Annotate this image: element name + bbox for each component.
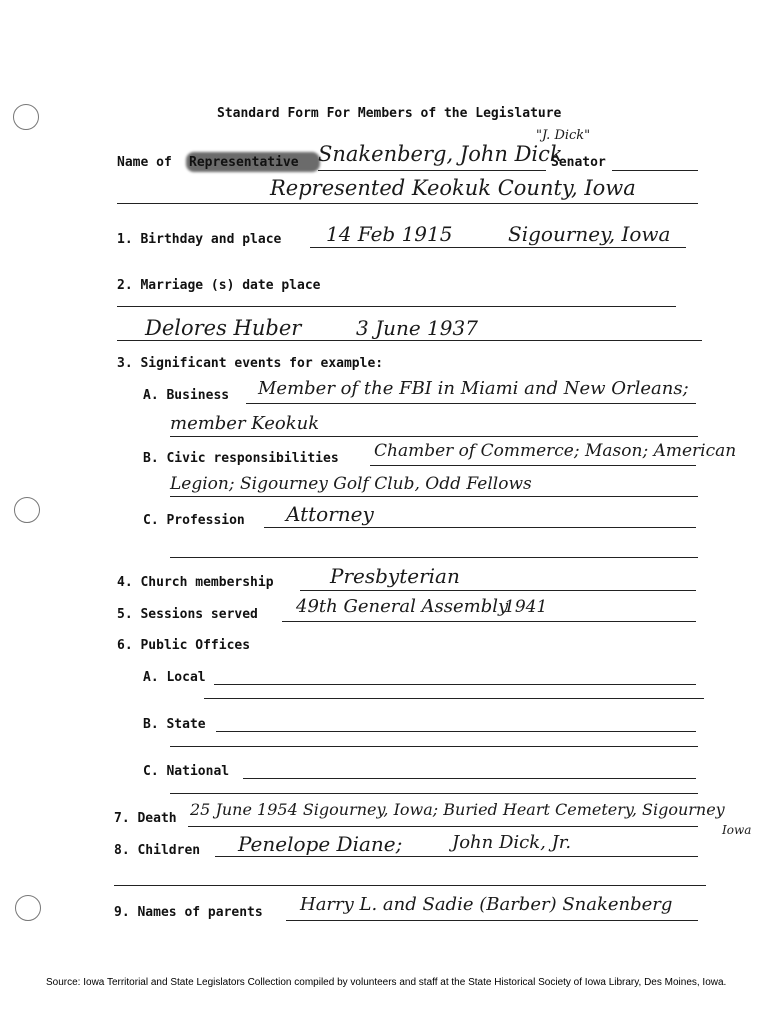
q8-value-1: Penelope Diane; <box>238 832 403 856</box>
q6b-label: B. State <box>143 717 206 732</box>
q7-value-extra: Iowa <box>722 823 752 837</box>
q5-line <box>282 621 696 622</box>
q3a-value-1: Member of the FBI in Miami and New Orleans; <box>258 378 689 399</box>
q9-label: 9. Names of parents <box>114 905 263 920</box>
q4-value: Presbyterian <box>330 564 460 588</box>
q2-line-1 <box>117 306 676 307</box>
q3b-label: B. Civic responsibilities <box>143 451 339 466</box>
name-label: Name of <box>117 155 172 170</box>
name-line <box>318 170 546 171</box>
q6b-line-1 <box>216 731 696 732</box>
q3b-line-1 <box>370 465 696 466</box>
q6a-line-1 <box>214 684 696 685</box>
q1-label: 1. Birthday and place <box>117 232 282 247</box>
q2-date: 3 June 1937 <box>356 316 478 340</box>
q5-label: 5. Sessions served <box>117 607 258 622</box>
q8-label: 8. Children <box>114 843 201 858</box>
q8-line <box>215 856 698 857</box>
represented-value: Represented Keokuk County, Iowa <box>270 176 636 200</box>
q6c-line-2 <box>170 793 698 794</box>
q7-line <box>188 826 698 827</box>
q8-value-2: John Dick, Jr. <box>452 832 572 853</box>
q9-value: Harry L. and Sadie (Barber) Snakenberg <box>300 894 673 915</box>
q6-label: 6. Public Offices <box>117 638 251 653</box>
q6a-line-2 <box>204 698 704 699</box>
q7-value: 25 June 1954 Sigourney, Iowa; Buried Heart Cemetery, Sigourney <box>190 800 725 819</box>
q3c-value: Attorney <box>286 502 374 526</box>
q3-label: 3. Significant events for example: <box>117 356 384 371</box>
q1-date: 14 Feb 1915 <box>326 222 453 246</box>
q6c-line-1 <box>243 778 696 779</box>
represented-line <box>117 203 698 204</box>
form-title: Standard Form For Members of the Legislature <box>217 106 562 121</box>
q4-line <box>300 590 696 591</box>
q3c-line-2 <box>170 557 698 558</box>
nickname-value: "J. Dick" <box>536 128 591 143</box>
q9-line <box>286 920 698 921</box>
q6b-line-2 <box>170 746 698 747</box>
q8-line-2 <box>114 885 706 886</box>
source-footer: Source: Iowa Territorial and State Legislators Collection compiled by volunteers and staff at the State Historical Society of Iowa Library, Des Moines, Iowa. <box>46 977 727 988</box>
q2-label: 2. Marriage (s) date place <box>117 278 321 293</box>
punch-hole-middle <box>14 497 40 523</box>
q3b-value-1: Chamber of Commerce; Mason; American <box>374 441 737 461</box>
q3a-line-1 <box>246 403 696 404</box>
representative-label: Representative <box>189 155 299 170</box>
q6a-label: A. Local <box>143 670 206 685</box>
q5-value-2: 1941 <box>504 597 548 617</box>
senator-line <box>612 170 698 171</box>
q5-value-1: 49th General Assembly <box>296 596 509 617</box>
q6c-label: C. National <box>143 764 230 779</box>
punch-hole-top <box>13 104 39 130</box>
q3b-value-2: Legion; Sigourney Golf Club, Odd Fellows <box>170 474 532 494</box>
q3a-value-2: member Keokuk <box>170 413 320 434</box>
q3c-label: C. Profession <box>143 513 245 528</box>
q4-label: 4. Church membership <box>117 575 274 590</box>
q3a-label: A. Business <box>143 388 230 403</box>
q1-line <box>310 247 686 248</box>
senator-label: Senator <box>551 155 606 170</box>
q7-label: 7. Death <box>114 811 177 826</box>
q2-spouse: Delores Huber <box>145 316 302 340</box>
q3c-line-1 <box>264 527 696 528</box>
punch-hole-bottom <box>15 895 41 921</box>
q3a-line-2 <box>170 436 698 437</box>
q1-place: Sigourney, Iowa <box>508 222 671 246</box>
q3b-line-2 <box>170 496 698 497</box>
name-value: Snakenberg, John Dick <box>318 142 563 166</box>
q2-line-2 <box>117 340 702 341</box>
